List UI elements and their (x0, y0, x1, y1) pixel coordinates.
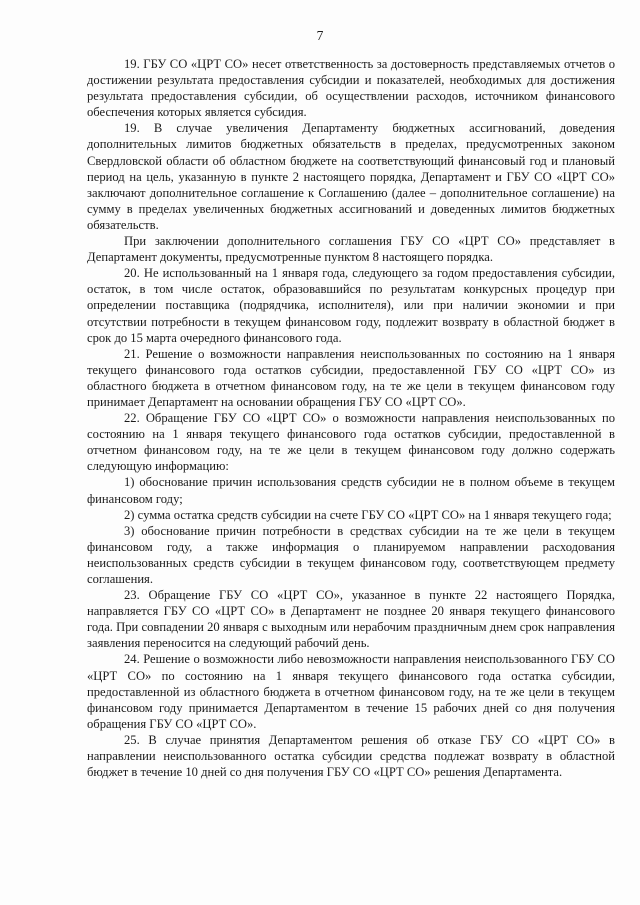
paragraph-20: 20. Не использованный на 1 января года, следующего за годом предоставления субсидии, остаток, в том числе остаток, образовавшийся по результатам конкурсных процедур при определении поставщика (подрядчика, исполнителя), или при наличии экономии и при отсутствии потребности в текущем финансовом году, подлежит возврату в областной бюджет в срок до 15 марта очередного финансового года. (87, 266, 615, 345)
page-number: 7 (316, 28, 324, 43)
paragraph-documents: При заключении дополнительного соглашения ГБУ СО «ЦРТ СО» представляет в Департамент документы, предусмотренные пунктом 8 настоящего порядка. (87, 234, 615, 265)
list-item-2: 2) сумма остатка средств субсидии на счете ГБУ СО «ЦРТ СО» на 1 января текущего года; (124, 507, 612, 522)
paragraph-24: 24. Решение о возможности либо невозможности направления неиспользованного ГБУ СО «ЦРТ СО» по состоянию на 1 января текущего финансового года остатка субсидии, предоставленной из областного бюджета в отчетном финансовом году, на те же цели в текущем финансовом году принимается Департаментом в течение 15 рабочих дней со дня получения обращения ГБУ СО «ЦРТ СО». (87, 652, 615, 731)
list-item-3: 3) обоснование причин потребности в средствах субсидии на те же цели в текущем финансовом году, а также информация о планируемом направлении расходования неиспользованных средств субсидии в текущем финансовом году, соответствующем предмету соглашения. (87, 523, 615, 586)
paragraph-25: 25. В случае принятия Департаментом решения об отказе ГБУ СО «ЦРТ СО» в направлении неиспользованного остатка субсидии средства подлежат возврату в областной бюджет в течение 10 дней со дня получения ГБУ СО «ЦРТ СО» решения Департамента. (87, 732, 615, 780)
paragraph-19-additional-agreement: 19. В случае увеличения Департаменту бюджетных ассигнований, доведения дополнительных лимитов бюджетных обязательств в пределах, предусмотренных законом Свердловской области об областном бюджете на соответствующий финансовый год и плановый период на цель, указанную в пункте 2 настоящего порядка, Департамент и ГБУ СО «ЦРТ СО» заключают дополнительное соглашение к Соглашению (далее – дополнительное соглашение) на сумму в пределах увеличенных бюджетных ассигнований и доведенных лимитов бюджетных обязательств. (87, 121, 615, 232)
paragraph-21: 21. Решение о возможности направления неиспользованных по состоянию на 1 января текущего финансового года остатков субсидии, предоставленной ГБУ СО «ЦРТ СО» из областного бюджета в отчетном финансовом году, на те же цели в текущем финансовом году принимает Департамент на основании обращения ГБУ СО «ЦРТ СО». (87, 346, 615, 409)
paragraph-22: 22. Обращение ГБУ СО «ЦРТ СО» о возможности направления неиспользованных по состоянию на 1 января текущего финансового года остатков субсидии, предоставленной в отчетном финансовом году, на те же цели в текущем финансовом году должно содержать следующую информацию: (87, 411, 615, 474)
paragraph-19-responsibility: 19. ГБУ СО «ЦРТ СО» несет ответственность за достоверность представляемых отчетов о достижении результата предоставления субсидии и показателей, необходимых для достижения результата предоставления субсидии, об осуществлении расходов, источником финансового обеспечения которых является субсидия. (87, 57, 615, 120)
document-body (87, 56, 615, 780)
list-item-1: 1) обоснование причин использования средств субсидии не в полном объеме в текущем финансовом году; (87, 475, 615, 506)
paragraph-23: 23. Обращение ГБУ СО «ЦРТ СО», указанное в пункте 22 настоящего Порядка, направляется ГБУ СО «ЦРТ СО» в Департамент не позднее 20 января текущего финансового года. При совпадении 20 января с выходным или нерабочим праздничным днем срок направления заявления переносится на следующий рабочий день. (87, 588, 615, 651)
